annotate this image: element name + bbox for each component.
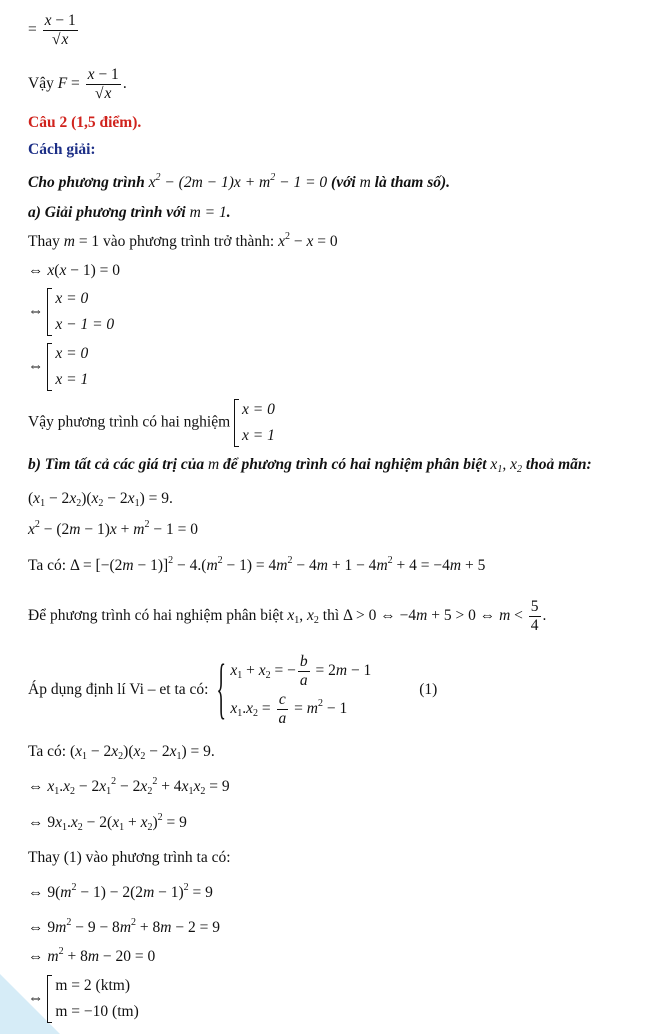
result-conclusion: Vậy F = $\frac{x - 1}{√x}$ . (28, 66, 127, 102)
vieta-system: Áp dụng định lí Vi – et ta có: { $x_1 + x_2$ = − $\frac{b}{a}$ = 2m − 1 $x_1.x_2$ = $\frac{c}{a}$ = $m^2 - 1$ (1) (28, 652, 437, 728)
expand-step-1: ⇔ $x_1.x_2 - 2x_1^2 - 2x_2^2 + 4x_1x_2 = 9$ (28, 776, 230, 797)
part-b-heading: b) Tìm tất cả các giá trị của m để phương trình có hai nghiệm phân biệt $x_1$, $x_2$ thoả mãn: (28, 456, 592, 475)
conclusion-a: Vậy phương trình có hai nghiệm x = 0 x = 1 (28, 397, 275, 449)
question-2-heading: Câu 2 (1,5 điểm). (28, 114, 142, 131)
delta-computation: Ta có: $\Delta = [-(2m - 1)]^2 - 4.(m^2 - 1) = 4m^2 - 4m + 1 - 4m^2 + 4 = -4m + 5$ (28, 555, 486, 574)
case-step-2: ⇔ x = 0 x = 1 (28, 341, 88, 393)
solve-step-3: ⇔ $m^2 + 8m - 20 = 0$ (28, 946, 156, 965)
factor-step: ⇔ x(x − 1) = 0 (28, 262, 120, 279)
part-a-heading: a) Giải phương trình với m = 1. (28, 204, 231, 221)
problem-statement: Cho phương trình $x^2 - (2m - 1)x + m^2 - 1 = 0$ (với m là tham số). (28, 172, 451, 191)
restate-condition: Ta có: $(x_1 - 2x_2)(x_2 - 2x_1) = 9$. (28, 743, 215, 762)
substitute-line: Thay (1) vào phương trình ta có: (28, 849, 231, 866)
solve-step-1: ⇔ $9(m^2 - 1) - 2(2m - 1)^2 = 9$ (28, 882, 213, 901)
case-step-1: ⇔ x = 0 x − 1 = 0 (28, 286, 114, 338)
solve-step-2: ⇔ $9m^2 - 9 - 8m^2 + 8m - 2 = 9$ (28, 917, 220, 936)
expand-step-2: ⇔ $9x_1.x_2 - 2(x_1 + x_2)^2 = 9$ (28, 812, 187, 833)
substitution-line: Thay m = 1 vào phương trình trở thành: $x^2 - x = 0$ (28, 231, 338, 250)
condition: $(x_1 - 2x_2)(x_2 - 2x_1) = 9$. (28, 490, 173, 509)
result-expression: = $\frac{x - 1}{√x}$ (28, 12, 76, 48)
solution-heading: Cách giải: (28, 141, 96, 158)
equation-restate: $x^2 - (2m - 1)x + m^2 - 1 = 0$ (28, 519, 198, 538)
final-cases: ⇔ m = 2 (ktm) m = −10 (tm) (28, 973, 139, 1025)
delta-condition: Để phương trình có hai nghiệm phân biệt $x_1$, $x_2$ thì Δ > 0 ⇔ −4m + 5 > 0 ⇔ m < $\frac{5}{4}$ . (28, 598, 547, 634)
